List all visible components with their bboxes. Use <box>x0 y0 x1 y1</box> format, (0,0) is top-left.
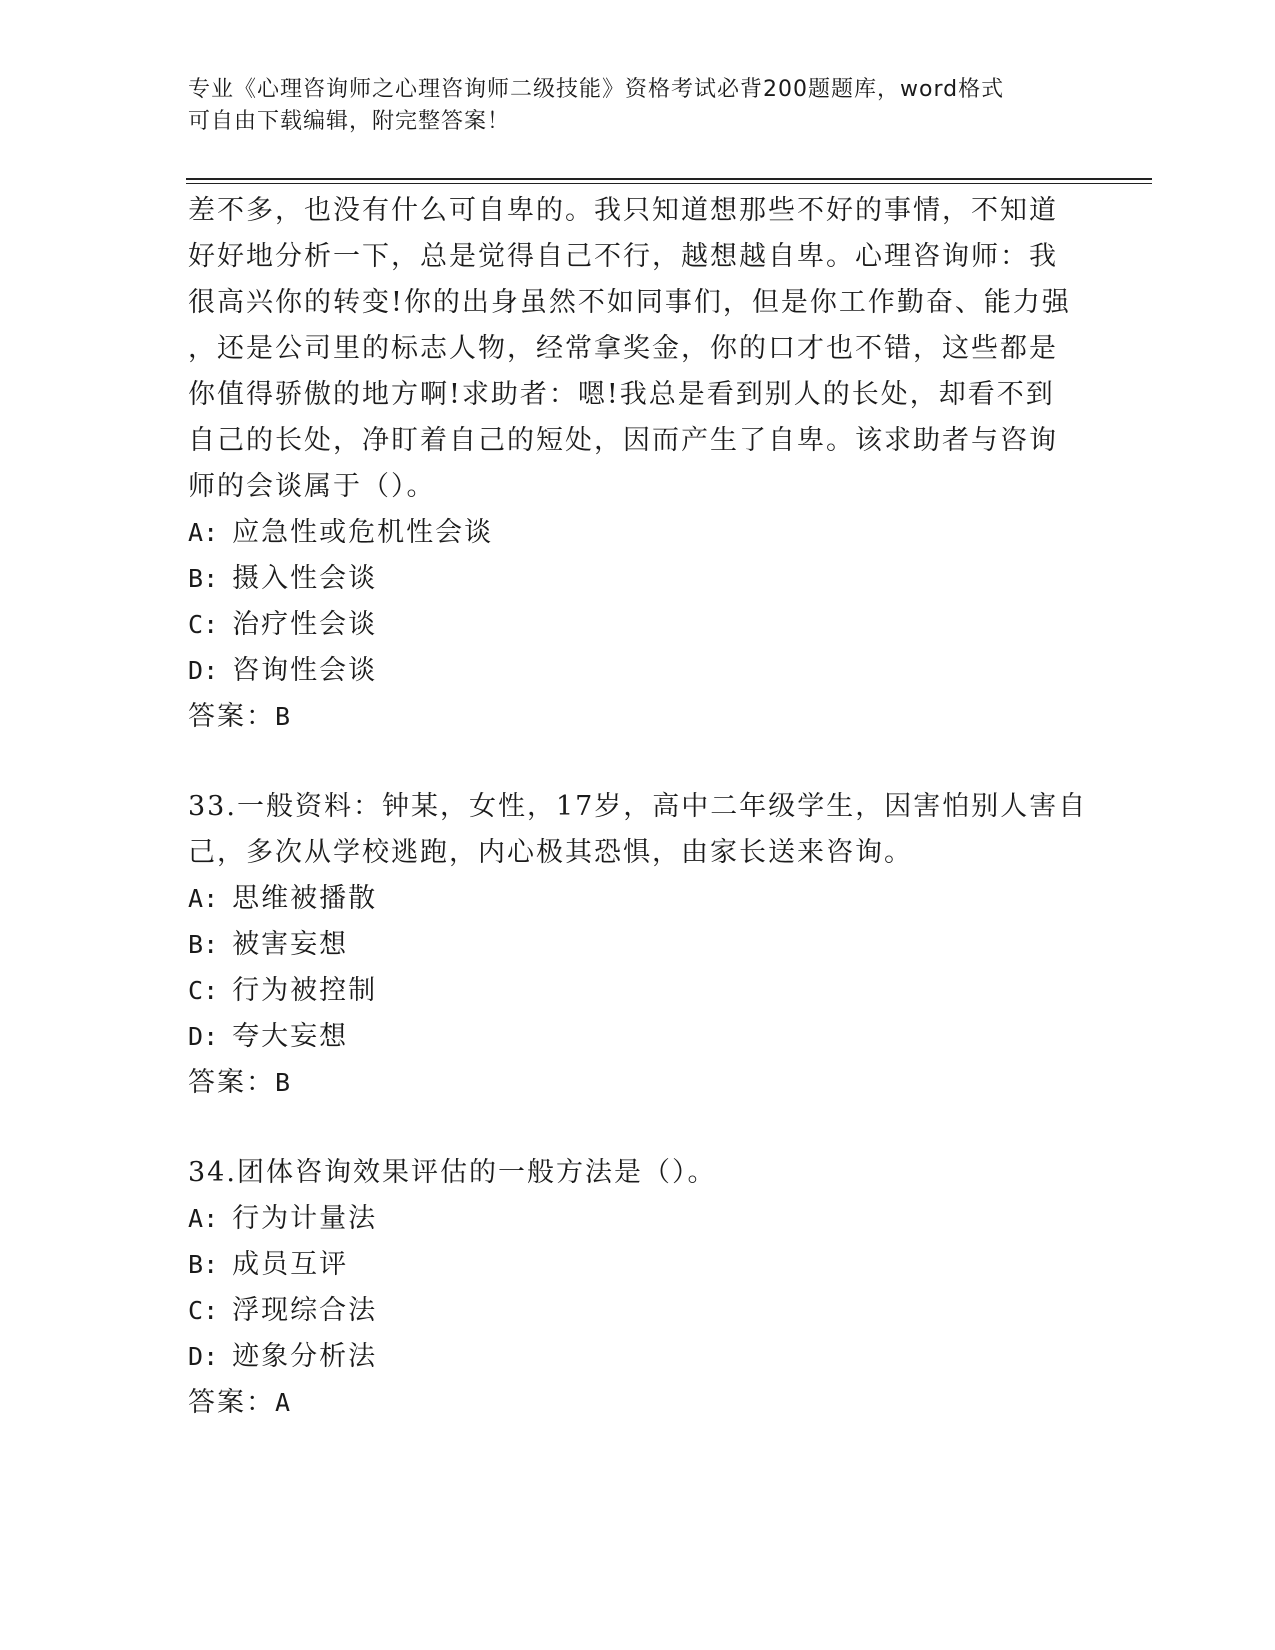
header-rule-thick <box>186 178 1152 180</box>
question-34 <box>188 1150 1088 1426</box>
question-text-line: 33.一般资料：钟某，女性，17岁，高中二年级学生，因害怕别人害自 <box>188 791 1088 822</box>
header-rule-thin <box>186 183 1152 184</box>
option-d: D: 夸大妄想 <box>188 1021 349 1052</box>
question-text-line: 己，多次从学校逃跑，内心极其恐惧，由家长送来咨询。 <box>188 837 913 868</box>
option-d: D: 迹象分析法 <box>188 1341 378 1372</box>
option-a: A: 应急性或危机性会谈 <box>188 517 494 548</box>
question-32-continuation <box>188 188 1088 740</box>
question-text-line: ，还是公司里的标志人物，经常拿奖金，你的口才也不错，这些都是 <box>188 333 1058 364</box>
answer-value: A <box>275 1388 291 1417</box>
answer-line: 答案：A <box>188 1387 291 1418</box>
question-text-line: 你值得骄傲的地方啊!求助者：嗯!我总是看到别人的长处，却看不到 <box>188 379 1055 410</box>
document-body <box>188 188 1088 1426</box>
spacer <box>188 740 1088 784</box>
spacer <box>188 1106 1088 1150</box>
question-text-line: 好好地分析一下，总是觉得自己不行，越想越自卑。心理咨询师：我 <box>188 241 1058 272</box>
option-b: B: 摄入性会谈 <box>188 563 378 594</box>
option-c: C: 行为被控制 <box>188 975 378 1006</box>
question-text-line: 自己的长处，净盯着自己的短处，因而产生了自卑。该求助者与咨询 <box>188 425 1058 456</box>
answer-line: 答案：B <box>188 701 291 732</box>
answer-value: B <box>275 702 291 731</box>
option-c: C: 治疗性会谈 <box>188 609 378 640</box>
option-d: D: 咨询性会谈 <box>188 655 378 686</box>
option-a: A: 思维被播散 <box>188 883 378 914</box>
question-text-line: 很高兴你的转变!你的出身虽然不如同事们，但是你工作勤奋、能力强 <box>188 287 1071 318</box>
header-line-1: 专业《心理咨询师之心理咨询师二级技能》资格考试必背200题题库，word格式 <box>188 77 1005 102</box>
question-33 <box>188 784 1088 1106</box>
answer-line: 答案：B <box>188 1067 291 1098</box>
option-c: C: 浮现综合法 <box>188 1295 378 1326</box>
option-a: A: 行为计量法 <box>188 1203 378 1234</box>
document-header <box>188 74 1068 138</box>
option-b: B: 被害妄想 <box>188 929 349 960</box>
option-b: B: 成员互评 <box>188 1249 349 1280</box>
question-text-line: 差不多，也没有什么可自卑的。我只知道想那些不好的事情，不知道 <box>188 195 1058 226</box>
answer-value: B <box>275 1068 291 1097</box>
header-line-2: 可自由下载编辑，附完整答案！ <box>188 109 511 134</box>
question-text-line: 34.团体咨询效果评估的一般方法是（）。 <box>188 1157 717 1188</box>
question-text-line: 师的会谈属于（）。 <box>188 471 436 502</box>
